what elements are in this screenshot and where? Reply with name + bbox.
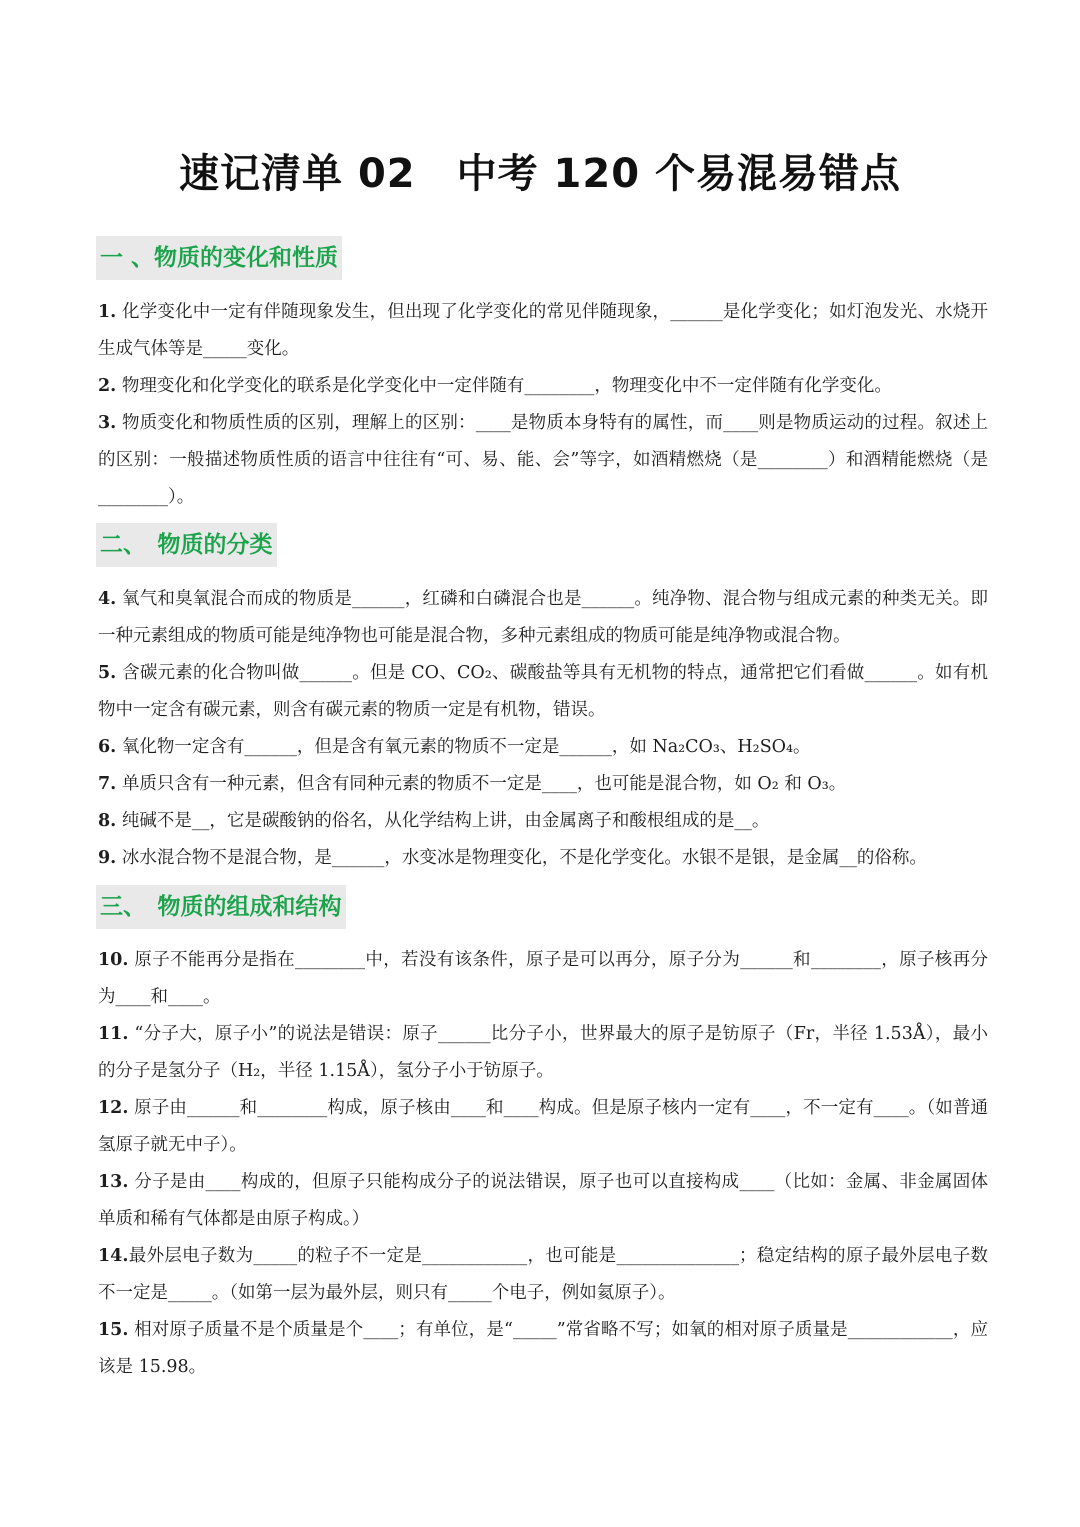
item-number: 10. — [98, 950, 129, 970]
item-text: 氧化物一定含有______，但是含有氧元素的物质不一定是______，如 Na₂CO₃、H₂SO₄。 — [116, 737, 811, 757]
page-title: 速记清单 02 中考 120 个易混易错点 — [179, 151, 901, 197]
list-item — [98, 1312, 988, 1386]
item-text: 分子是由____构成的，但原子只能构成分子的说法错误，原子也可以直接构成____（比如：金属、非金属固体单质和稀有气体都是由原子构成。） — [98, 1172, 988, 1229]
item-number: 5. — [98, 663, 117, 683]
item-text: 物质变化和物质性质的区别，理解上的区别：____是物质本身特有的属性，而____则是物质运动的过程。叙述上的区别：一般描述物质性质的语言中往往有“可、易、能、会”等字，如酒精燃烧（是________）和酒精能燃烧（是________）。 — [98, 413, 988, 507]
list-item — [98, 405, 988, 516]
item-number: 13. — [98, 1172, 129, 1192]
list-item — [98, 803, 988, 840]
item-number: 11. — [98, 1024, 129, 1044]
item-number: 2. — [98, 376, 117, 396]
item-number: 15. — [98, 1320, 129, 1340]
list-item — [98, 766, 988, 803]
list-item — [98, 368, 988, 405]
item-text: 纯碱不是__，它是碳酸钠的俗名，从化学结构上讲，由金属离子和酸根组成的是__。 — [116, 811, 770, 831]
item-number: 7. — [98, 774, 117, 794]
section-heading-1: 一 、物质的变化和性质 — [96, 236, 342, 280]
item-text: 物理变化和化学变化的联系是化学变化中一定伴随有________，物理变化中不一定伴随有化学变化。 — [116, 376, 892, 396]
item-text: “分子大，原子小”的说法是错误：原子______比分子小，世界最大的原子是钫原子（Fr，半径 1.53Å），最小的分子是氢分子（H₂，半径 1.15Å），氢分子小于钫原子。 — [98, 1024, 988, 1081]
item-text: 化学变化中一定有伴随现象发生，但出现了化学变化的常见伴随现象，______是化学变化；如灯泡发光、水烧开生成气体等是_____变化。 — [98, 302, 988, 359]
section-heading-2: 二、 物质的分类 — [96, 523, 277, 567]
list-item — [98, 840, 988, 877]
item-number: 14. — [98, 1246, 129, 1266]
list-item — [98, 581, 988, 655]
item-number: 9. — [98, 848, 117, 868]
list-item — [98, 294, 988, 368]
list-item — [98, 1090, 988, 1164]
item-text: 原子由______和________构成，原子核由____和____构成。但是原子核内一定有____，不一定有____。（如普通氢原子就无中子）。 — [98, 1098, 988, 1155]
item-text: 含碳元素的化合物叫做______。但是 CO、CO₂、碳酸盐等具有无机物的特点，通常把它们看做______。如有机物中一定含有碳元素，则含有碳元素的物质一定是有机物，错误。 — [98, 663, 988, 720]
item-number: 12. — [98, 1098, 129, 1118]
list-item — [98, 1238, 988, 1312]
item-number: 8. — [98, 811, 117, 831]
item-text: 冰水混合物不是混合物，是______，水变冰是物理变化，不是化学变化。水银不是银，是金属__的俗称。 — [116, 848, 927, 868]
item-number: 3. — [98, 413, 117, 433]
item-number: 6. — [98, 737, 117, 757]
item-text: 相对原子质量不是个质量是个____；有单位，是“_____”常省略不写；如氧的相对原子质量是____________，应该是 15.98。 — [98, 1320, 988, 1377]
item-text: 单质只含有一种元素，但含有同种元素的物质不一定是____，也可能是混合物，如 O₂ 和 O₃。 — [116, 774, 847, 794]
list-item — [98, 729, 988, 766]
list-item — [98, 1164, 988, 1238]
section-heading-3: 三、 物质的组成和结构 — [96, 885, 346, 929]
item-number: 4. — [98, 589, 117, 609]
item-text: 最外层电子数为_____的粒子不一定是____________，也可能是______________；稳定结构的原子最外层电子数不一定是_____。（如第一层为最外层，则只有_____个电子，例如氦原子）。 — [98, 1246, 988, 1303]
item-text: 原子不能再分是指在________中，若没有该条件，原子是可以再分，原子分为______和________，原子核再分为____和____。 — [98, 950, 988, 1007]
item-text: 氧气和臭氧混合而成的物质是______，红磷和白磷混合也是______。纯净物、混合物与组成元素的种类无关。即一种元素组成的物质可能是纯净物也可能是混合物，多种元素组成的物质可能是纯净物或混合物。 — [98, 589, 988, 646]
list-item — [98, 942, 988, 1016]
item-number: 1. — [98, 302, 117, 322]
list-item — [98, 1016, 988, 1090]
list-item — [98, 655, 988, 729]
